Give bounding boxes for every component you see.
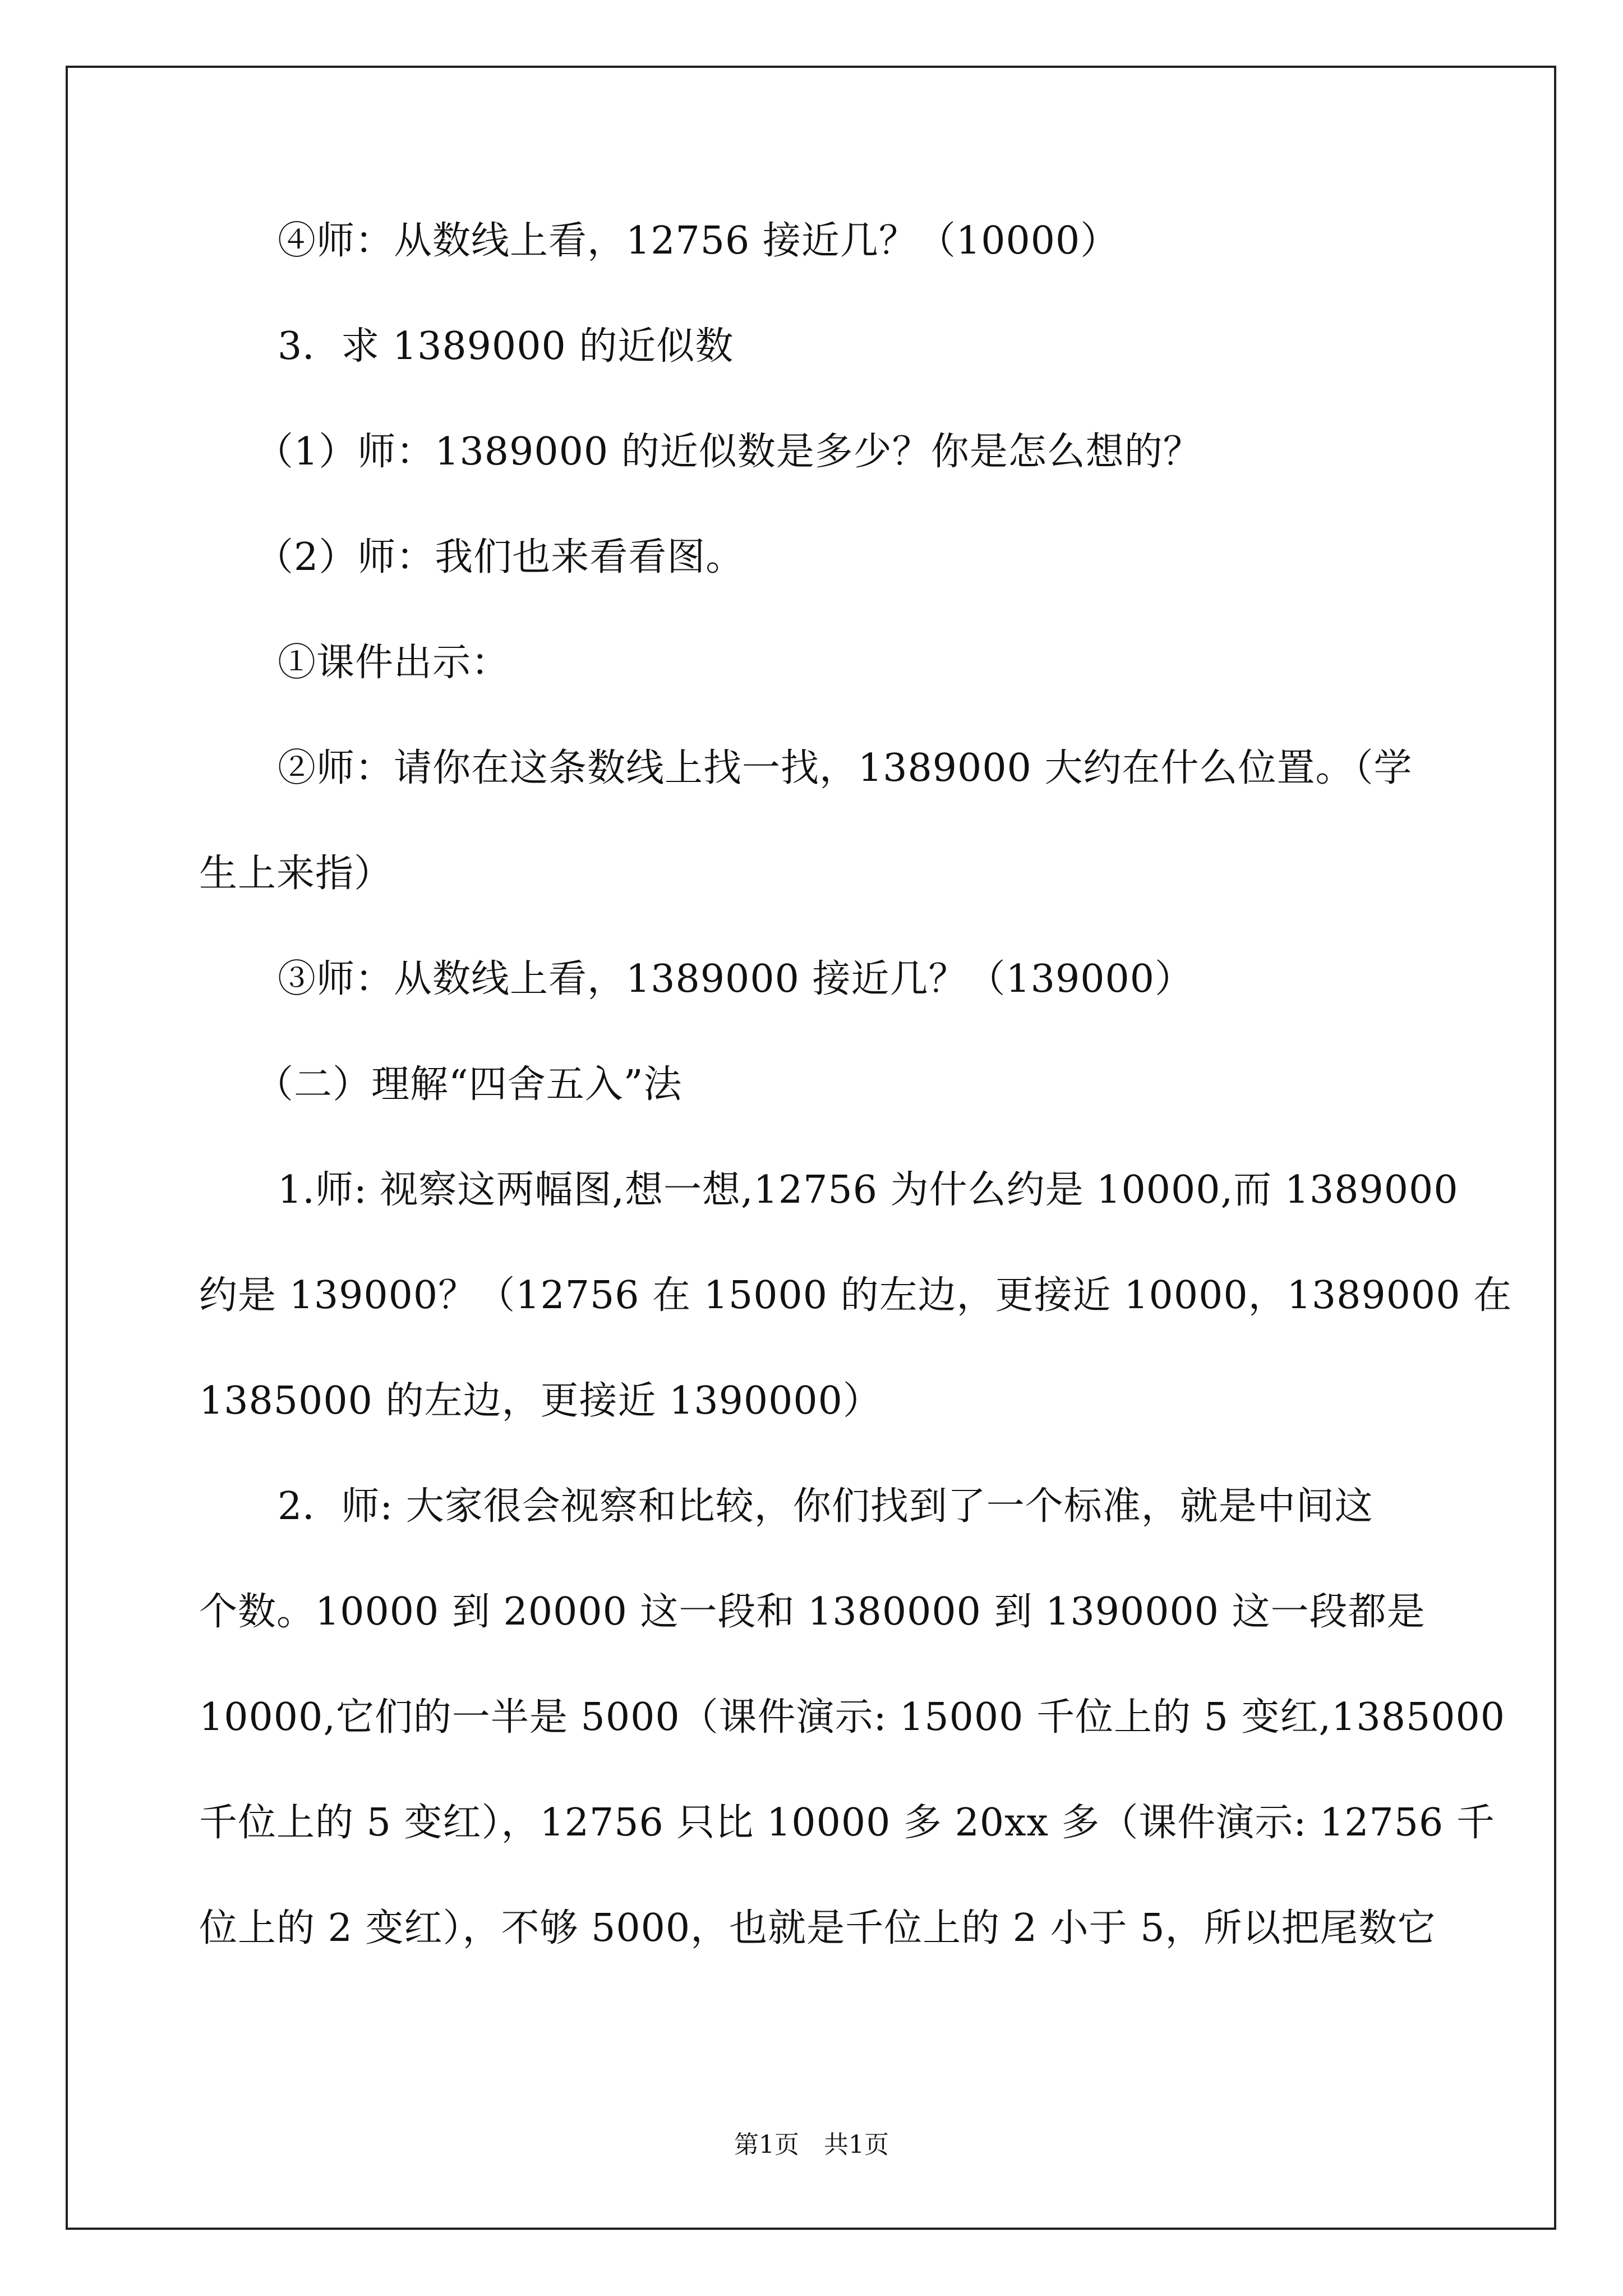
text-line: 1.师: 视察这两幅图,想一想,12756 为什么约是 10000,而 1389000 [278, 1168, 1459, 1212]
text-line: ①课件出示： [278, 641, 510, 685]
text-line: ④师：从数线上看，12756 接近几？（10000） [278, 219, 1119, 263]
section-heading: （二）理解“四舍五入”法 [255, 1062, 683, 1107]
text-line: 3．求 1389000 的近似数 [278, 324, 734, 369]
text-line: 2．师: 大家很会视察和比较，你们找到了一个标准，就是中间这 [278, 1484, 1373, 1529]
text-line: 位上的 2 变红），不够 5000，也就是千位上的 2 小于 5，所以把尾数它 [199, 1906, 1436, 1950]
text-line: （1）师：1389000 的近似数是多少？你是怎么想的？ [255, 430, 1202, 474]
text-line: ②师：请你在这条数线上找一找，1389000 大约在什么位置。（学 [278, 746, 1413, 790]
page-footer: 第1页 共1页 [734, 2131, 889, 2159]
page-border [66, 66, 1556, 2230]
text-line: 千位上的 5 变红），12756 只比 10000 多 20xx 多（课件演示: 12756 千 [199, 1801, 1495, 1845]
text-line: （2）师：我们也来看看图。 [255, 535, 745, 579]
text-line: 生上来指） [199, 852, 393, 896]
text-line: 个数。10000 到 20000 这一段和 1380000 到 1390000 这一段都是 [199, 1590, 1426, 1634]
text-line: 10000,它们的一半是 5000（课件演示: 15000 千位上的 5 变红,1385000 [199, 1695, 1506, 1740]
text-line: 约是 139000？（12756 在 15000 的左边，更接近 10000，1389000 在 [199, 1273, 1513, 1318]
text-line: 1385000 的左边，更接近 1390000） [199, 1379, 882, 1423]
text-line: ③师：从数线上看，1389000 接近几？（139000） [278, 957, 1194, 1001]
